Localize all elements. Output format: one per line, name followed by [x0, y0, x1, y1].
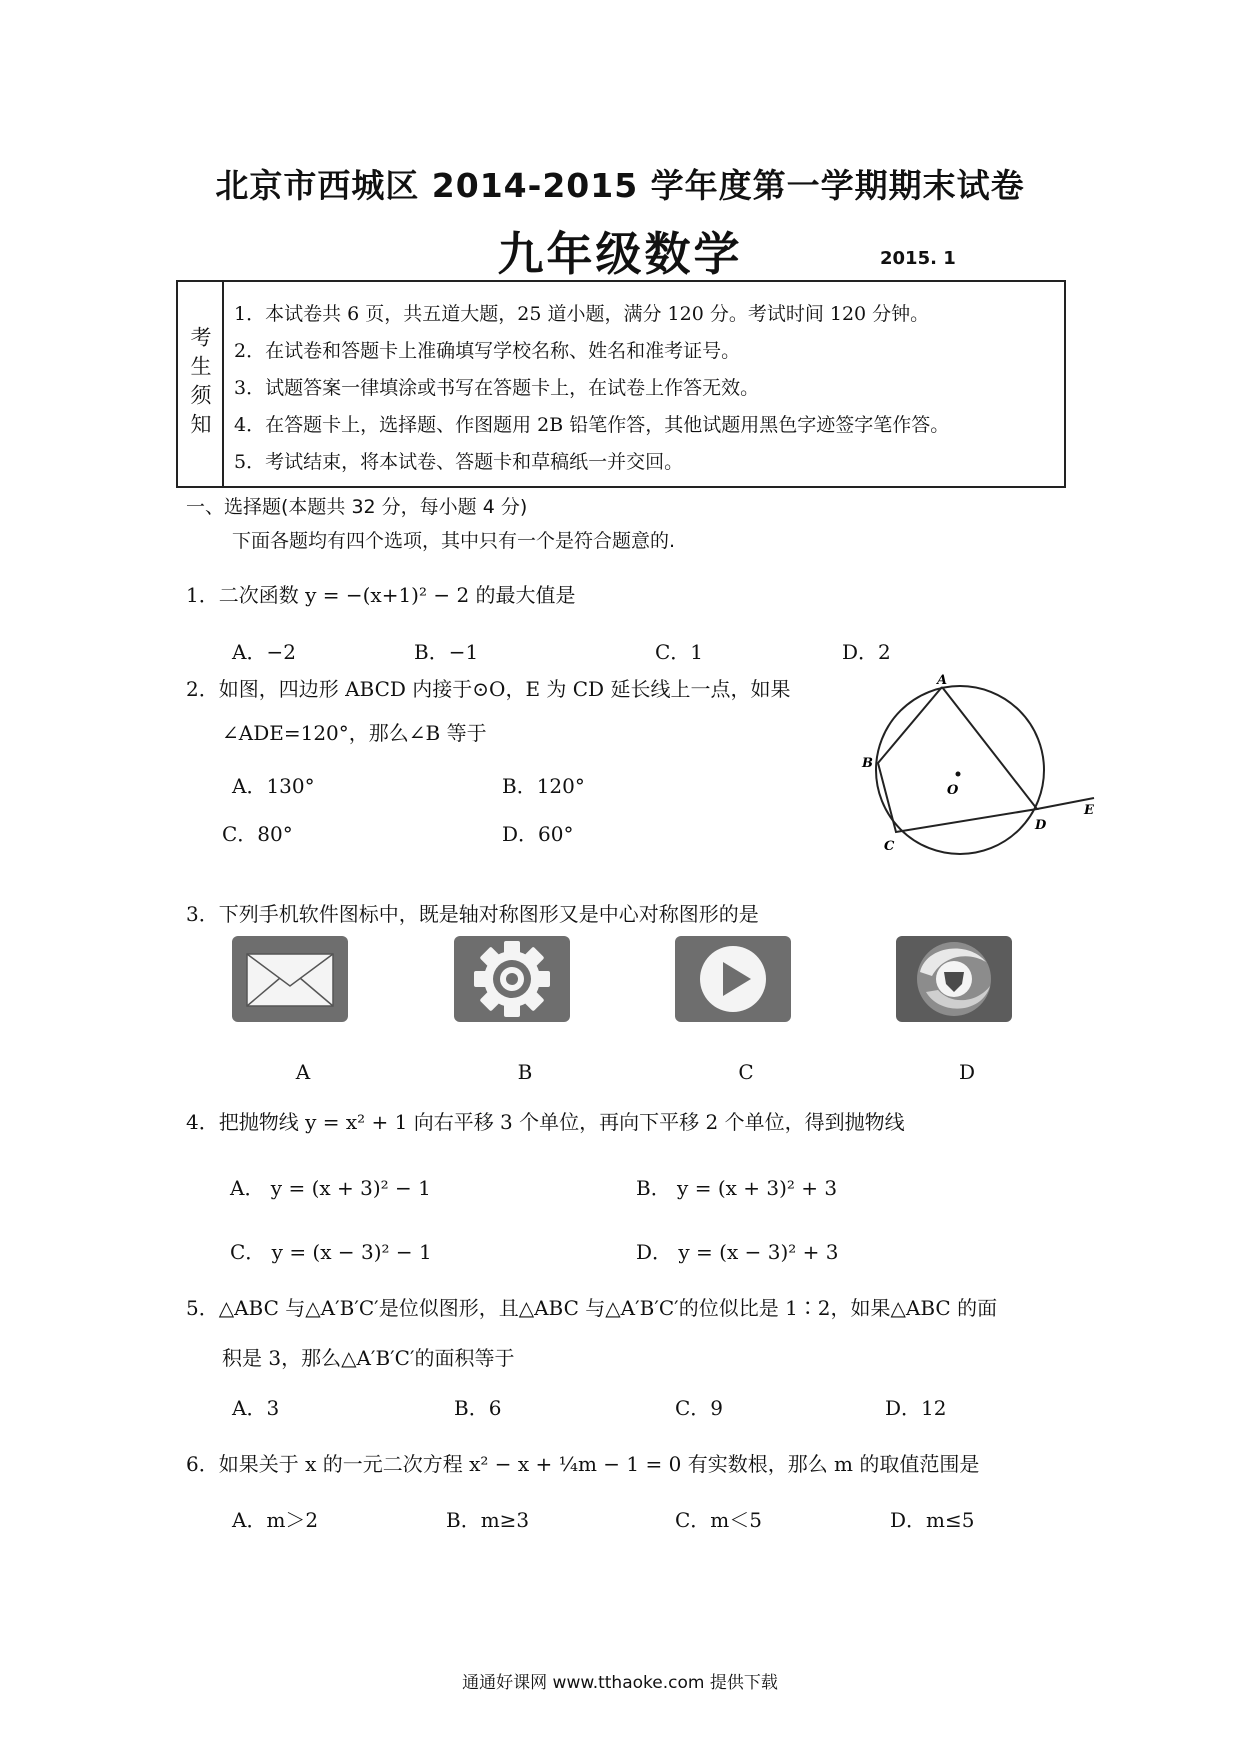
q5-option-a: A．3: [232, 1396, 280, 1420]
q6-option-a: A．m＞2: [232, 1508, 319, 1532]
footer-text: 通通好课网 www.tthaoke.com 提供下载: [462, 1673, 778, 1693]
notice-box: [176, 280, 1066, 488]
notice-item: 1．本试卷共 6 页，共五道大题，25 道小题，满分 120 分。考试时间 120 分钟。: [234, 303, 930, 325]
notice-list: [234, 296, 949, 481]
q4-option-d: D． y = (x − 3)² + 3: [636, 1240, 839, 1264]
label-c: C: [884, 839, 895, 854]
notice-item: 3．试题答案一律填涂或书写在答题卡上，在试卷上作答无效。: [234, 377, 760, 399]
exam-subtitle: 九年级数学: [497, 227, 743, 281]
q1-option-a: A．−2: [232, 640, 296, 664]
q1-option-d: D．2: [842, 640, 891, 664]
q6-option-c: C．m＜5: [675, 1508, 762, 1532]
question-2-line-2: ∠ADE=120°，那么∠B 等于: [222, 721, 487, 745]
q1-option-c: C．1: [655, 640, 704, 664]
section-instruction: 下面各题均有四个选项，其中只有一个是符合题意的.: [232, 530, 676, 552]
question-5-line-2: 积是 3，那么△A′B′C′的面积等于: [222, 1346, 515, 1370]
gear-icon: [454, 936, 570, 1022]
notice-item: 2．在试卷和答题卡上准确填写学校名称、姓名和准考证号。: [234, 340, 741, 362]
notice-item: 4．在答题卡上，选择题、作图题用 2B 铅笔作答，其他试题用黑色字迹签字笔作答。: [234, 414, 950, 436]
q2-option-a: A．130°: [232, 774, 315, 798]
browser-logo-icon: [896, 936, 1012, 1022]
question-2-line-1: 2．如图，四边形 ABCD 内接于⊙O，E 为 CD 延长线上一点，如果: [186, 677, 791, 701]
exam-date: 2015. 1: [880, 248, 956, 269]
center-point: [956, 772, 961, 777]
q1-option-b: B．−1: [414, 640, 479, 664]
q5-option-d: D．12: [885, 1396, 947, 1420]
question-6: 6．如果关于 x 的一元二次方程 x² − x + ¼m − 1 = 0 有实数根，那么 m 的取值范围是: [186, 1452, 980, 1476]
section-heading: 一、选择题(本题共 32 分，每小题 4 分): [186, 496, 528, 518]
q6-option-b: B．m≥3: [446, 1508, 530, 1532]
q2-option-d: D．60°: [502, 822, 574, 846]
q5-option-c: C．9: [675, 1396, 724, 1420]
q4-option-b: B． y = (x + 3)² + 3: [636, 1176, 838, 1200]
play-icon: [675, 936, 791, 1022]
q2-option-b: B．120°: [502, 774, 585, 798]
question-3: 3．下列手机软件图标中，既是轴对称图形又是中心对称图形的是: [186, 902, 759, 926]
notice-item: 5．考试结束，将本试卷、答题卡和草稿纸一并交回。: [234, 451, 684, 473]
q3-option-c: C: [738, 1060, 754, 1084]
label-a: A: [937, 673, 948, 688]
q4-option-c: C． y = (x − 3)² − 1: [230, 1240, 432, 1264]
notice-label-text: 考生须知: [188, 326, 212, 442]
notice-label: [178, 282, 224, 486]
q5-option-b: B．6: [454, 1396, 502, 1420]
q3-option-a: A: [295, 1060, 311, 1084]
label-b: B: [862, 756, 873, 771]
circle-figure: [850, 670, 1120, 870]
label-d: D: [1035, 818, 1047, 833]
question-5-line-1: 5．△ABC 与△A′B′C′是位似图形，且△ABC 与△A′B′C′的位似比是 1∶2，如果△ABC 的面: [186, 1296, 998, 1320]
q3-option-d: D: [958, 1060, 976, 1084]
label-e: E: [1084, 803, 1094, 818]
q4-option-a: A． y = (x + 3)² − 1: [230, 1176, 431, 1200]
q2-option-c: C．80°: [222, 822, 293, 846]
exam-title: 北京市西城区 2014-2015 学年度第一学期期末试卷: [215, 166, 1025, 205]
envelope-icon: [232, 936, 348, 1022]
question-4: 4．把抛物线 y = x² + 1 向右平移 3 个单位，再向下平移 2 个单位，得到抛物线: [186, 1110, 905, 1134]
q3-option-b: B: [517, 1060, 533, 1084]
q6-option-d: D．m≤5: [890, 1508, 975, 1532]
label-o: O: [947, 783, 959, 798]
question-1: 1．二次函数 y = −(x+1)² − 2 的最大值是: [186, 583, 576, 607]
